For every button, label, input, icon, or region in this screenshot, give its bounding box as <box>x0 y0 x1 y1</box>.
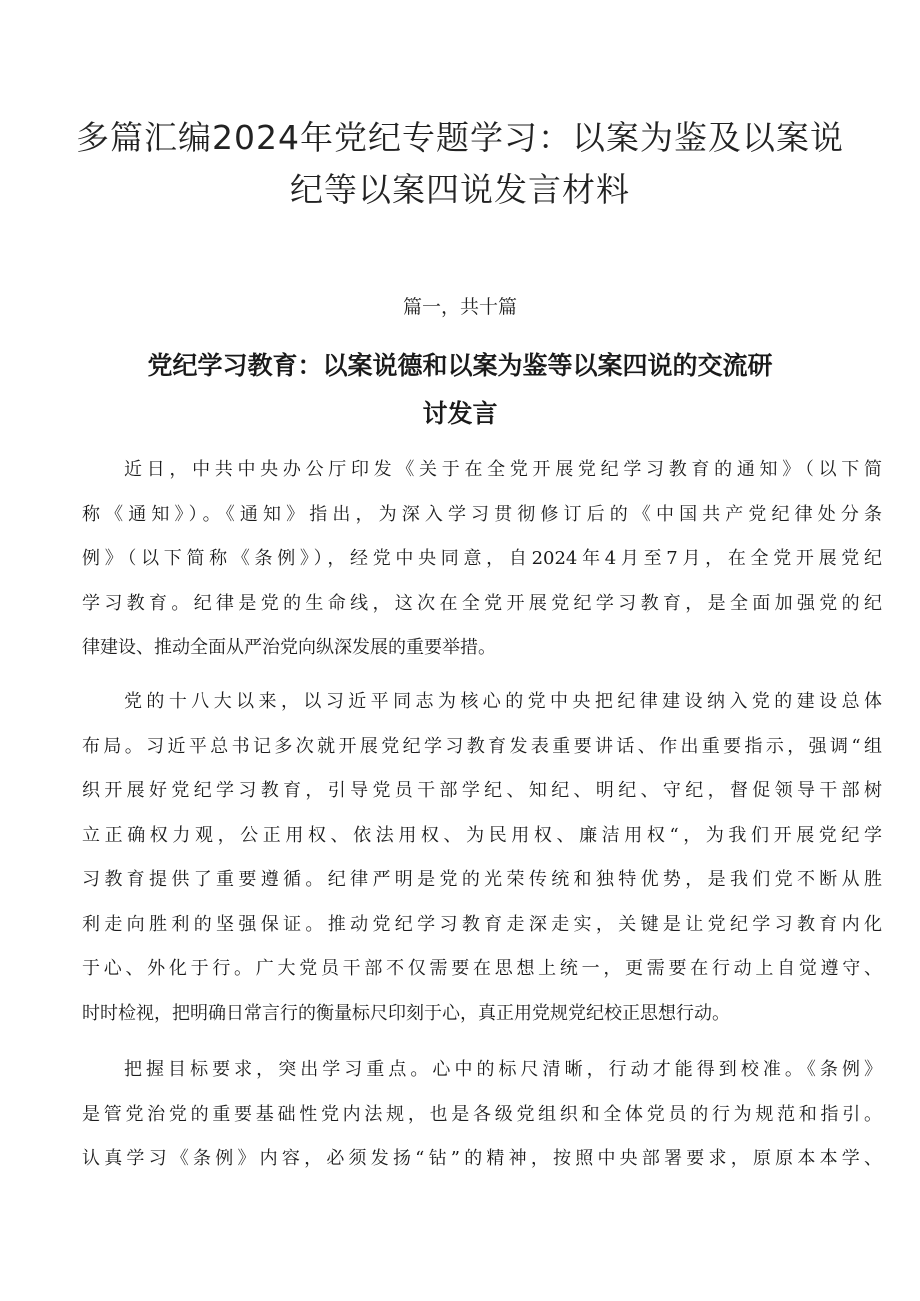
paragraph-2 <box>82 680 882 1036</box>
paragraph-line: 律建设、推动全面从严治党向纵深发展的重要举措。 <box>82 637 496 658</box>
paragraph-line: 习教育提供了重要遵循。纪律严明是党的光荣传统和独特优势，是我们党不断从胜 <box>82 869 882 890</box>
paragraph-line: 布局。习近平总书记多次就开展党纪学习教育发表重要讲话、作出重要指示，强调“组 <box>82 735 882 757</box>
paragraph-3 <box>82 1048 882 1182</box>
paragraph-line: 近日，中共中央办公厅印发《关于在全党开展党纪学习教育的通知》（以下简 <box>124 459 882 480</box>
section-title <box>100 342 820 438</box>
document-title-line: 多篇汇编2024年党纪专题学习：以案为鉴及以案说 <box>76 118 844 157</box>
section-title-line: 讨发言 <box>422 399 498 428</box>
section-title-line: 党纪学习教育：以案说德和以案为鉴等以案四说的交流研 <box>147 351 773 380</box>
paragraph-line: 党的十八大以来，以习近平同志为核心的党中央把纪律建设纳入党的建设总体 <box>124 691 882 712</box>
paragraph-line: 立正确权力观，公正用权、依法用权、为民用权、廉洁用权“，为我们开展党纪学 <box>82 824 882 846</box>
paragraph-line: 例》（以下简称《条例》），经党中央同意，自2024年4月至7月，在全党开展党纪 <box>82 548 882 569</box>
paragraph-line: 织开展好党纪学习教育，引导党员干部学纪、知纪、明纪、守纪，督促领导干部树 <box>82 780 882 801</box>
paragraph-line: 于心、外化于行。广大党员干部不仅需要在思想上统一，更需要在行动上自觉遵守、 <box>82 958 882 979</box>
paragraph-line: 时时检视，把明确日常言行的衡量标尺印刻于心，真正用党规党纪校正思想行动。 <box>82 1002 730 1024</box>
document-title-line: 纪等以案四说发言材料 <box>290 170 630 209</box>
document-title <box>60 112 860 216</box>
section-label: 篇一，共十篇 <box>402 296 517 318</box>
paragraph-line: 学习教育。纪律是党的生命线，这次在全党开展党纪学习教育，是全面加强党的纪 <box>82 592 882 614</box>
paragraph-line: 把握目标要求，突出学习重点。心中的标尺清晰，行动才能得到校准。《条例》 <box>124 1059 882 1080</box>
paragraph-1 <box>82 448 882 671</box>
paragraph-line: 认真学习《条例》内容，必须发扬“钻”的精神，按照中央部署要求，原原本本学、 <box>82 1148 882 1169</box>
paragraph-line: 是管党治党的重要基础性党内法规，也是各级党组织和全体党员的行为规范和指引。 <box>82 1103 882 1125</box>
paragraph-line: 利走向胜利的坚强保证。推动党纪学习教育走深走实，关键是让党纪学习教育内化 <box>82 913 882 935</box>
paragraph-line: 称《通知》）。《通知》指出，为深入学习贯彻修订后的《中国共产党纪律处分条 <box>82 503 882 525</box>
